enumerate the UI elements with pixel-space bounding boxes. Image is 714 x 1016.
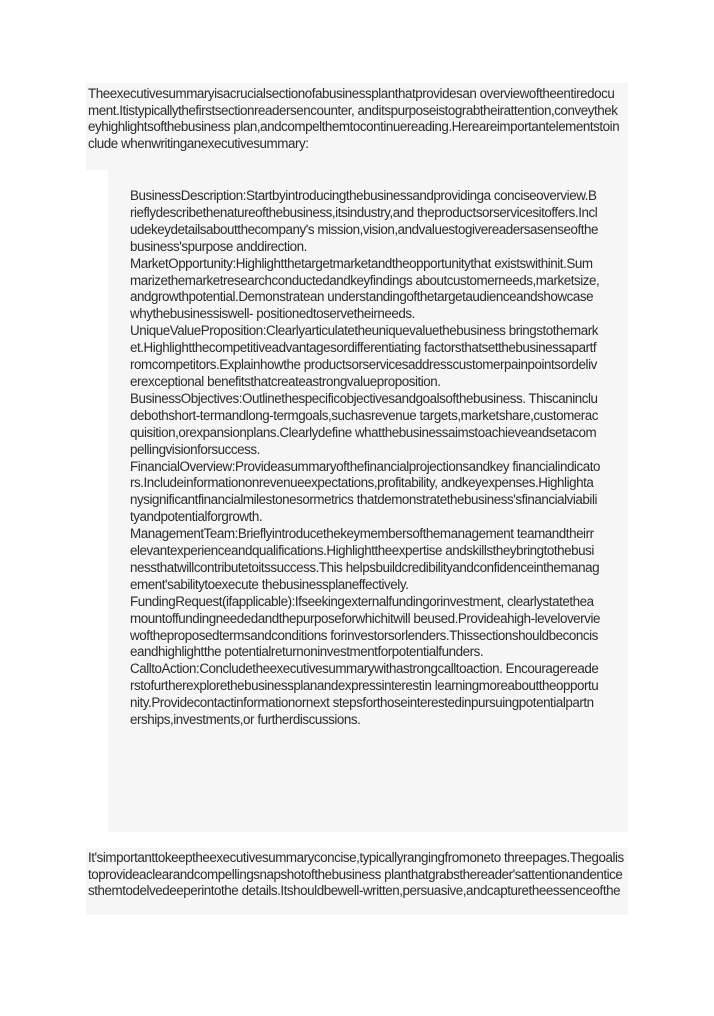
closing-paragraph: It'simportanttokeeptheexecutivesummaryconcise,typicallyrangingfromoneto threepages.Thegoalistoprovideaclearandcompellingsnapshotofthebusiness planthatgrabsthereader'sattentionandenticesthemtodelvedeeperintothe details.Itshouldbewell-written,persuasive,andcapturetheessenceofthe [88,850,624,899]
section-gap [86,832,628,848]
list-indent-gutter [86,170,108,832]
list-item-management-team: ManagementTeam:Brieflyintroducethekeymembersofthemanagement teamandtheirrelevantexperienceandqualifications.Highlighttheexpertise andskillstheybringtothebusinessthatwillcontributetoitssuccess.This helpsbuildcredibilityandconfidenceinthemanagement'sabilitytoexecute thebusinessplaneffectively. [130,526,600,592]
list-item-funding-request: FundingRequest(ifapplicable):Ifseekingexternalfundingorinvestment, clearlystatetheamountoffundingneededandthepurposeforwhichitwill beused.Provideahigh-leveloverviewoftheproposedtermsandconditions forinvestorsorlenders.Thissectionshouldbeconciseandhighlightthe potentialreturnoninvestmentforpotentialfunders. [130,593,600,660]
list-item-market-opportunity: MarketOpportunity:Highlightthetargetmarketandtheopportunitythat existswithinit.Summarizethemarketresearchconductedandkeyfindings aboutcustomerneeds,marketsize,andgrowthpotential.Demonstratean understandingofthetargetaudienceandshowcasewhythebusinessiswell- positionedtoservetheirneeds. [130,255,600,322]
list-item-unique-value-proposition: UniqueValueProposition:Clearlyarticulatetheuniquevaluethebusiness bringstothemarket.Highlightthecompetitiveadvantagesordifferentiating factorsthatsetthebusinessapartfromcompetitors.Explainhowthe productsorservicesaddresscustomerpainpointsordeliverexceptional benefitsthatcreateastrongvalueproposition. [130,323,598,389]
intro-paragraph: Theexecutivesummaryisacrucialsectionofabusinessplanthatprovidesan overviewoftheentiredocument.Itistypicallythefirstsectionreadersencounter, anditspurposeistograbtheirattention,conveythekeyhighlightsofthebusiness plan,andcompelthemtocontinuereading.Hereareimportantelementstoinclude whenwritinganexecutivesummary: [88,86,620,151]
list-item-business-objectives: BusinessObjectives:Outlinethespecificobjectivesandgoalsofthebusiness. Thiscanincludebothshort-termandlong-termgoals,suchasrevenue targets,marketshare,customeracquisition,orexpansionplans.Clearlydefine whatthebusinessaimstoachieveandsetacompellingvisionforsuccess. [130,390,599,457]
list-item-call-to-action: CalltoAction:Concludetheexecutivesummarywithastrongcalltoaction. Encouragereaderstofurtherexplorethebusinessplanandexpressinterestin learningmoreabouttheopportunity.Providecontactinformationornext stepsforthoseinterestedinpursuingpotentialpartnerships,investments,or furtherdiscussions. [130,661,599,728]
list-item-business-description: BusinessDescription:Startbyintroducingthebusinessandprovidinga conciseoverview.Brieflydescribethenatureofthebusiness,itsindustry,and theproductsorservicesitoffers.Includekeydetailsaboutthecompany's mission,vision,andvaluestogivereadersasenseofthebusiness'spurpose anddirection. [130,188,598,254]
list-item-financial-overview: FinancialOverview:Provideasummaryofthefinancialprojectionsandkey financialindicators.Includeinformationonrevenueexpectations,profitability, andkeyexpenses.Highlightanysignificantfinancialmilestonesormetrics thatdemonstratethebusiness'sfinancialviabilityandpotentialforgrowth. [130,458,600,525]
element-list [130,188,600,729]
